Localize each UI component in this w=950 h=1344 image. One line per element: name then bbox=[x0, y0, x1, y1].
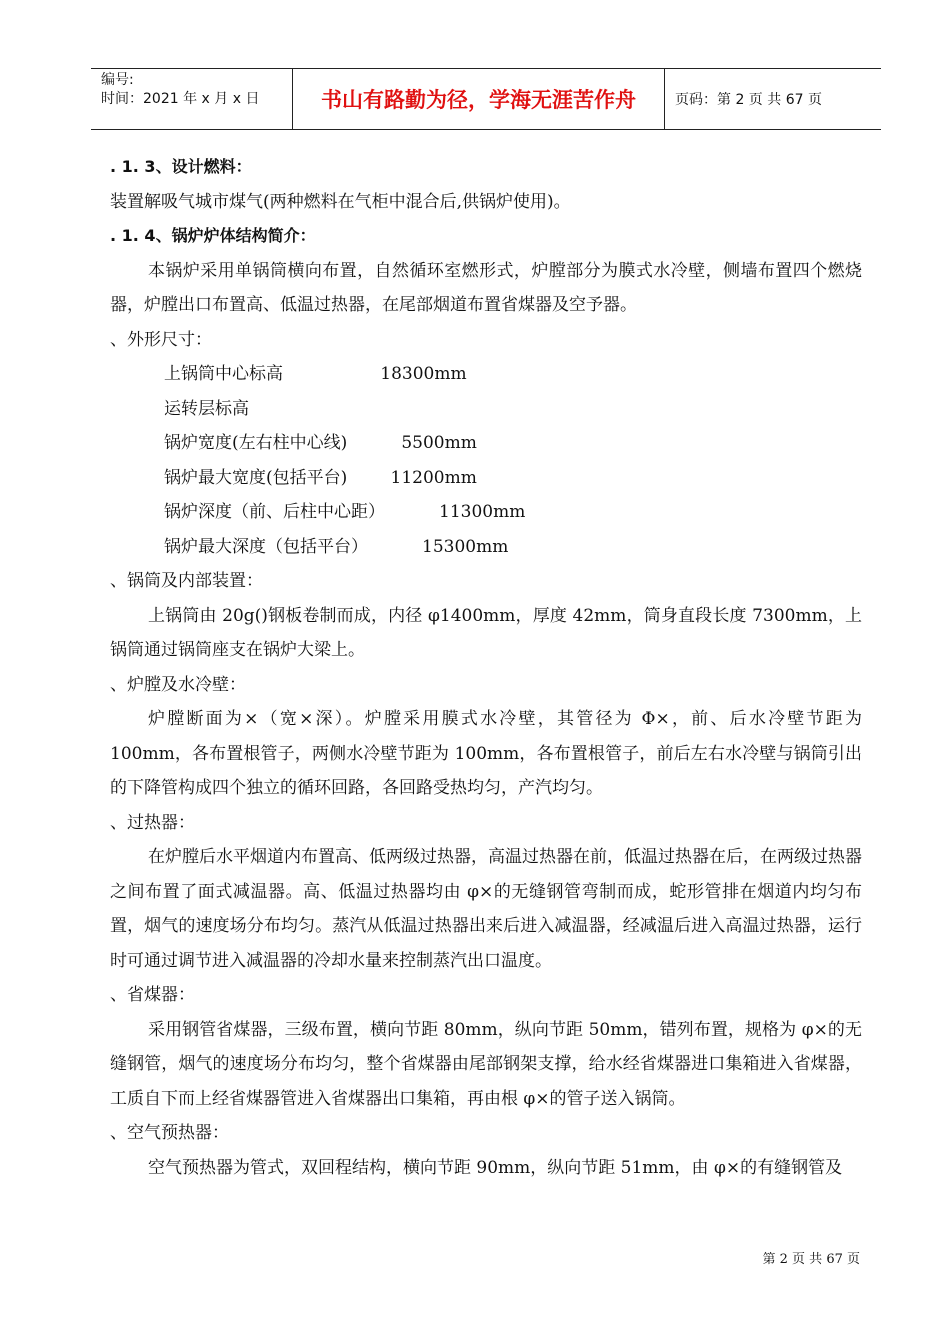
dimension-value: 15300mm bbox=[422, 536, 509, 557]
header-motto: 书山有路勤为径，学海无涯苦作舟 bbox=[293, 69, 665, 129]
page-header bbox=[91, 68, 881, 130]
dimension-label: 运转层标高 bbox=[164, 398, 249, 419]
economizer-text: 采用钢管省煤器，三级布置，横向节距 80mm，纵向节距 50mm，错列布置，规格为 φ×的无缝钢管，烟气的速度场分布均匀，整个省煤器由尾部钢架支撑，给水经省煤器进口集箱进入省煤器，工质自下而上经省煤器管进入省煤器出口集箱，再由根 φ×的管子送入锅筒。 bbox=[110, 1019, 862, 1109]
dimension-value: 11200mm bbox=[390, 467, 477, 488]
dimension-row bbox=[110, 426, 862, 461]
dimension-label: 锅炉深度（前、后柱中心距） bbox=[164, 502, 385, 522]
dimension-row bbox=[110, 461, 862, 496]
header-meta bbox=[91, 69, 293, 129]
dimension-row bbox=[110, 357, 862, 392]
dimension-value: 5500mm bbox=[401, 433, 477, 453]
dimension-gap bbox=[347, 461, 390, 496]
dimension-gap bbox=[283, 357, 380, 392]
drum-heading: 、锅筒及内部装置： bbox=[110, 571, 263, 591]
section-title-fuel: . 1. 3、设计燃料： bbox=[110, 157, 252, 176]
dimension-gap bbox=[347, 426, 401, 461]
furnace-text: 炉膛断面为×（宽×深）。炉膛采用膜式水冷壁，其管径为 Φ×，前、后水冷壁节距为 100mm，各布置根管子，两侧水冷壁节距为 100mm，各布置根管子，前后左右水冷壁与锅筒引出的下降管构成四个独立的循环回路，各回路受热均匀，产汽均匀。 bbox=[110, 709, 862, 798]
airheater-text: 空气预热器为管式，双回程结构，横向节距 90mm，纵向节距 51mm，由 φ×的有缝钢管及 bbox=[148, 1157, 843, 1178]
structure-text: 本锅炉采用单锅筒横向布置，自然循环室燃形式，炉膛部分为膜式水冷壁，侧墙布置四个燃烧器，炉膛出口布置高、低温过热器，在尾部烟道布置省煤器及空予器。 bbox=[110, 260, 862, 315]
drum-text: 上锅筒由 20g()钢板卷制而成，内径 φ1400mm，厚度 42mm，筒身直段长度 7300mm，上锅筒通过锅筒座支在锅炉大梁上。 bbox=[110, 605, 862, 660]
dimension-label: 锅炉宽度(左右柱中心线) bbox=[164, 433, 348, 453]
dimension-value: 11300mm bbox=[439, 502, 526, 522]
fuel-text: 装置解吸气城市煤气(两种燃料在气柜中混合后,供锅炉使用)。 bbox=[110, 191, 571, 212]
time-label: 时间：2021 年 x 月 x 日 bbox=[101, 91, 260, 107]
economizer-heading: 、省煤器： bbox=[110, 985, 195, 1005]
dimension-label: 锅炉最大宽度(包括平台) bbox=[164, 467, 348, 488]
dimension-row bbox=[110, 530, 862, 565]
dimension-label: 上锅筒中心标高 bbox=[164, 364, 283, 384]
dimensions-heading: 、外形尺寸： bbox=[110, 329, 212, 350]
page-footer: 第 2 页 共 67 页 bbox=[762, 1252, 860, 1267]
code-label: 编号: bbox=[101, 72, 134, 88]
furnace-heading: 、炉膛及水冷壁： bbox=[110, 674, 246, 695]
dimension-value: 18300mm bbox=[380, 364, 467, 384]
document-body bbox=[110, 150, 862, 1185]
dimension-gap bbox=[385, 495, 439, 530]
header-page-label: 页码：第 2 页 共 67 页 bbox=[675, 92, 822, 108]
dimension-row bbox=[110, 392, 862, 427]
dimension-label: 锅炉最大深度（包括平台） bbox=[164, 536, 368, 557]
superheater-heading: 、过热器： bbox=[110, 812, 195, 833]
section-title-structure: . 1. 4、锅炉炉体结构简介： bbox=[110, 226, 316, 245]
superheater-text: 在炉膛后水平烟道内布置高、低两级过热器，高温过热器在前，低温过热器在后，在两级过热器之间布置了面式减温器。高、低温过热器均由 φ×的无缝钢管弯制而成，蛇形管排在烟道内均匀布置，烟气的速度场分布均匀。蒸汽从低温过热器出来后进入减温器，经减温后进入高温过热器，运行时可通过调节进入减温器的冷却水量来控制蒸汽出口温度。 bbox=[110, 847, 862, 971]
dimension-row bbox=[110, 495, 862, 530]
dimensions-list bbox=[110, 357, 862, 564]
dimension-gap bbox=[368, 530, 422, 565]
airheater-heading: 、空气预热器： bbox=[110, 1123, 229, 1143]
